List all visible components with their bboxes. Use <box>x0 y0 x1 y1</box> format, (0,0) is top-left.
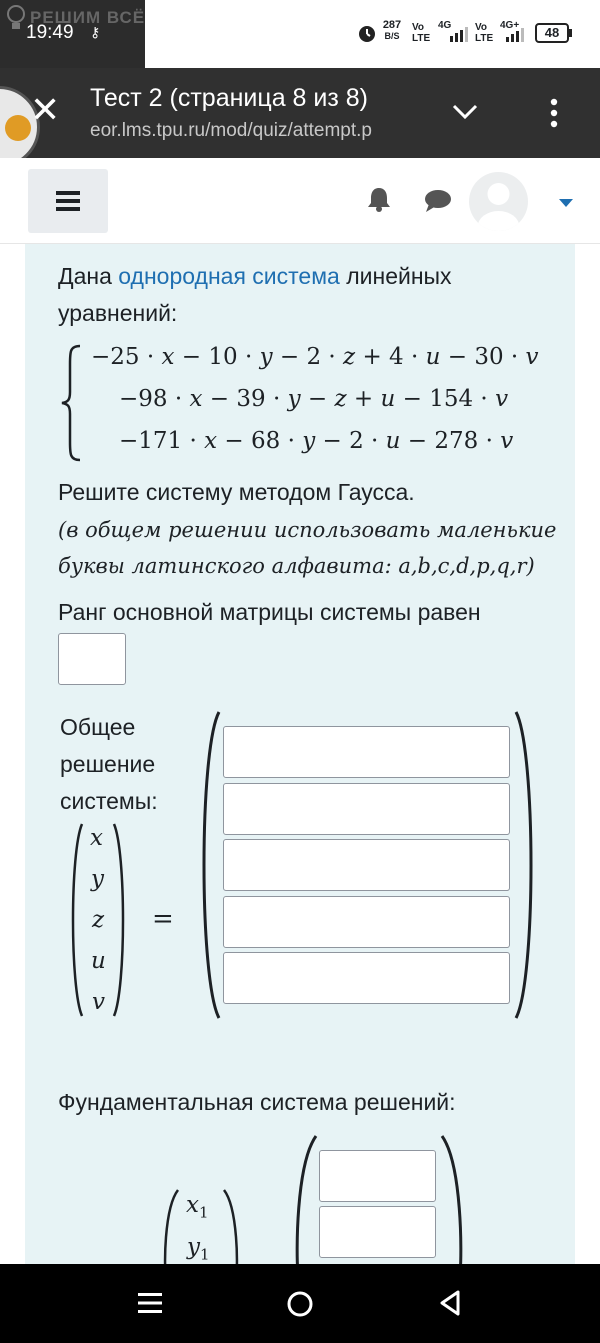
general-solution-label-1: Общее <box>60 714 136 740</box>
url-text[interactable]: eor.lms.tpu.ru/mod/quiz/attempt.p <box>90 120 372 141</box>
lightbulb-icon <box>6 4 26 39</box>
general-solution-x-input[interactable] <box>223 726 510 778</box>
general-solution-u-input[interactable] <box>223 896 510 948</box>
rank-label: Ранг основной матрицы системы равен <box>58 599 481 625</box>
sim2-vo: Vo <box>475 22 488 33</box>
volte-1 <box>412 22 430 44</box>
clock: 19:49 <box>26 22 74 43</box>
vector-right-paren <box>112 822 130 1023</box>
data-speed-value: 287 <box>382 19 402 31</box>
sim1-net: 4G <box>438 20 452 31</box>
recent-apps-icon[interactable] <box>138 1291 162 1320</box>
caret-down-icon[interactable] <box>559 195 573 213</box>
fsr-var-y1: $y_1$ <box>187 1234 210 1264</box>
var-z: z <box>92 907 105 933</box>
bell-icon[interactable] <box>366 186 392 217</box>
homogeneous-system-link[interactable]: однородная система <box>118 263 340 289</box>
var-v: v <box>92 989 105 1015</box>
chevron-down-icon[interactable] <box>452 104 478 125</box>
general-solution-label-3: системы: <box>60 788 158 814</box>
sim2-lte: LTE <box>475 33 494 44</box>
equation-2: −98 · x − 39 · y − z + u − 154 · v <box>119 386 509 412</box>
fsr-answer-right-paren <box>440 1134 466 1279</box>
battery-tip <box>569 29 572 37</box>
more-menu-icon[interactable] <box>550 98 558 133</box>
intro-line-1 <box>58 258 452 295</box>
var-y: y <box>91 866 104 892</box>
back-icon[interactable] <box>438 1289 462 1322</box>
signal-1-icon <box>448 26 468 47</box>
watermark-text: РЕШИМ ВСЁ <box>30 8 146 27</box>
close-icon[interactable]: ✕ <box>30 89 61 130</box>
page-title: Тест 2 (страница 8 из 8) <box>90 84 368 112</box>
hint-line-2: буквы латинского алфавита: a,b,c,d,p,q,r) <box>58 554 535 578</box>
var-u: u <box>91 948 106 974</box>
chat-icon[interactable] <box>423 188 453 219</box>
general-solution-y-input[interactable] <box>223 783 510 835</box>
sim1-vo: Vo <box>412 22 425 33</box>
hamburger-menu-button[interactable] <box>28 169 108 233</box>
equation-3: −171 · x − 68 · y − 2 · u − 278 · v <box>119 428 514 454</box>
rank-input[interactable] <box>58 633 126 685</box>
fsr-answer-left-paren <box>292 1134 318 1279</box>
equation-1: −25 · x − 10 · y − 2 · z + 4 · u − 30 · v <box>91 344 539 370</box>
key-icon: ⚷ <box>90 24 101 40</box>
signal-2-icon <box>504 28 528 47</box>
intro-line-2: уравнений: <box>58 300 178 326</box>
avatar[interactable] <box>469 172 528 231</box>
instruction-text: Решите систему методом Гаусса. <box>58 479 415 505</box>
answer-right-paren <box>514 710 540 1025</box>
fsr-input-2[interactable] <box>319 1206 436 1258</box>
equals-sign: = <box>152 904 174 934</box>
volte-2 <box>475 22 493 44</box>
fsr-input-1[interactable] <box>319 1150 436 1202</box>
hint-line-1: (в общем решении использовать маленькие <box>58 518 557 542</box>
general-solution-v-input[interactable] <box>223 952 510 1004</box>
vector-left-paren <box>66 822 84 1023</box>
sim1-lte: LTE <box>412 33 431 44</box>
data-speed <box>380 20 404 42</box>
app-bar <box>145 68 600 158</box>
data-speed-unit: B/S <box>384 31 400 41</box>
fsr-var-x1: $x_1$ <box>186 1192 209 1222</box>
sim2-net: 4G+ <box>500 20 520 31</box>
general-solution-z-input[interactable] <box>223 839 510 891</box>
fsr-label: Фундаментальная система решений: <box>58 1089 456 1115</box>
answer-left-paren <box>195 710 221 1025</box>
system-brace <box>60 344 84 467</box>
intro-text-after: линейных <box>339 263 452 289</box>
battery-icon: 48 <box>535 23 569 43</box>
general-solution-label-2: решение <box>60 751 156 777</box>
var-x: x <box>90 825 103 851</box>
intro-text: Дана <box>58 263 119 289</box>
home-icon[interactable] <box>286 1290 314 1323</box>
alarm-icon <box>356 22 378 49</box>
